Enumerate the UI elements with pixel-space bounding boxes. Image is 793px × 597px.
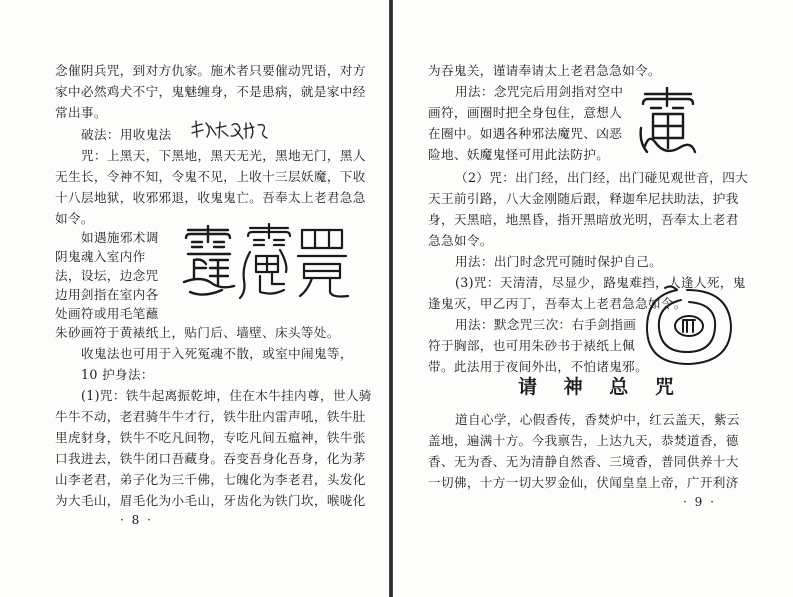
text-line: 山李老君，弟子化为三千佛，七魄化为李老君，头发化	[55, 472, 366, 487]
text-line: 十八层地狱，收邪邪退，收鬼鬼亡。吾奉太上老君急急	[55, 190, 366, 205]
text-line: 画符，画圈时把全身包住，意想人	[428, 105, 623, 120]
page-number: · 8 ·	[120, 513, 153, 527]
text-line: 边用剑指在室内各	[55, 287, 159, 302]
text-line: 天王前引路，八大金刚随后跟，释迦牟尼扶助法，护我	[428, 191, 739, 206]
text-line: 口我进去，铁牛闭口吾藏身。吞变吾身化吾身，化为茅	[55, 451, 366, 466]
text-line: 在圈中。如遇各种邪法魔咒、凶恶	[428, 126, 623, 141]
text-line: 念催阴兵咒，到对方仇家。施术者只要催动咒语，对方	[55, 63, 366, 78]
text-line: 牛牛不动，老君骑牛牛才行，铁牛肚内雷声吼，铁牛肚	[55, 409, 366, 424]
text-line: 如遇施邪术调	[81, 230, 159, 245]
text-line: 朱砂画符于黄裱纸上，贴门后、墙壁、床头等处。	[55, 325, 340, 340]
text-line: 破法：用收鬼法	[81, 127, 172, 142]
text-line: 符于胸部，也可用朱砂书于裱纸上佩	[428, 338, 636, 353]
text-line: 常出事。	[55, 105, 107, 120]
text-line: 逢鬼灭，甲乙丙丁，吾奉太上老君急急如令。	[428, 296, 687, 311]
text-line: 里虎豺身，铁牛不吃凡间物，专吃凡间五瘟神，铁牛张	[55, 430, 366, 445]
text-line: 用法：念咒完后用剑指对空中	[455, 84, 624, 99]
text-line: 为吞鬼关，谨请奉请太上老君急急如令。	[428, 63, 661, 78]
text-line: 法，设坛，边念咒	[55, 268, 159, 283]
text-line: 用法：出门时念咒可随时保护自己。	[455, 254, 663, 269]
talisman-5-spiral	[641, 282, 737, 370]
text-line: 为大毛山，眉毛化为小毛山，牙齿化为铁门坎，喉咙化	[55, 493, 366, 508]
talisman-2	[240, 224, 290, 298]
text-line: 一切佛，十方一切大罗金仙，伏闻皇皇上帝，广开利济	[428, 475, 739, 490]
text-line: 用法：默念咒三次：右手剑指画	[455, 317, 637, 332]
text-line: (1)咒：铁牛起离振乾坤，住在木牛挂内尊，世人骑	[81, 388, 372, 403]
text-line: 无生长，令神不知，令鬼不见，上收十三层妖魔，下收	[55, 169, 366, 184]
text-line: 10 护身法：	[81, 367, 154, 382]
text-line: (3)咒：天清清，尽显少，路鬼难挡，人逢人死，鬼	[455, 275, 746, 290]
left-page	[0, 0, 389, 597]
text-line: 香、无为香、无为清静自然香、三境香，普同供养十大	[428, 454, 739, 469]
text-line: 阴鬼魂入室内作	[55, 249, 146, 264]
talisman-figures	[180, 220, 355, 302]
text-line: 盖地，遍满十方。今我禀告，上达九天，恭焚道香，德	[428, 433, 739, 448]
text-line: 咒：上黑天，下黑地，黑天无光，黑地无门，黑人	[81, 148, 366, 163]
handwritten-note	[188, 117, 273, 143]
text-line: 险地、妖魔鬼怪可用此法防护。	[428, 147, 610, 162]
text-line: 收鬼法也可用于入死冤魂不散，或室中闹鬼等，	[81, 346, 353, 361]
text-line: 处画符或用毛笔蘸	[55, 306, 159, 321]
page-number: · 9 ·	[683, 495, 716, 509]
text-line: 急急如令。	[428, 233, 493, 248]
talisman-1	[184, 226, 234, 295]
text-line: （2）咒：出门经，出门经，出门碰见观世音，四大	[455, 170, 749, 185]
text-line: 道自心学，心假香传，香焚炉中，红云盖天，紫云	[455, 412, 740, 427]
right-page	[393, 0, 793, 597]
section-heading: 请 神 总 咒	[518, 376, 684, 398]
talisman-4	[635, 82, 703, 160]
text-line: 身，天黑暗，地黑昏，指开黑暗放光明，吾奉太上老君	[428, 212, 739, 227]
text-line: 家中必然鸡犬不宁，鬼魅缠身，不是患病，就是家中经	[55, 84, 366, 99]
text-line: 带。此法用于夜间外出，不怕诸鬼邪。	[428, 359, 649, 374]
talisman-3	[298, 230, 348, 297]
text-line: 如令。	[55, 211, 94, 226]
